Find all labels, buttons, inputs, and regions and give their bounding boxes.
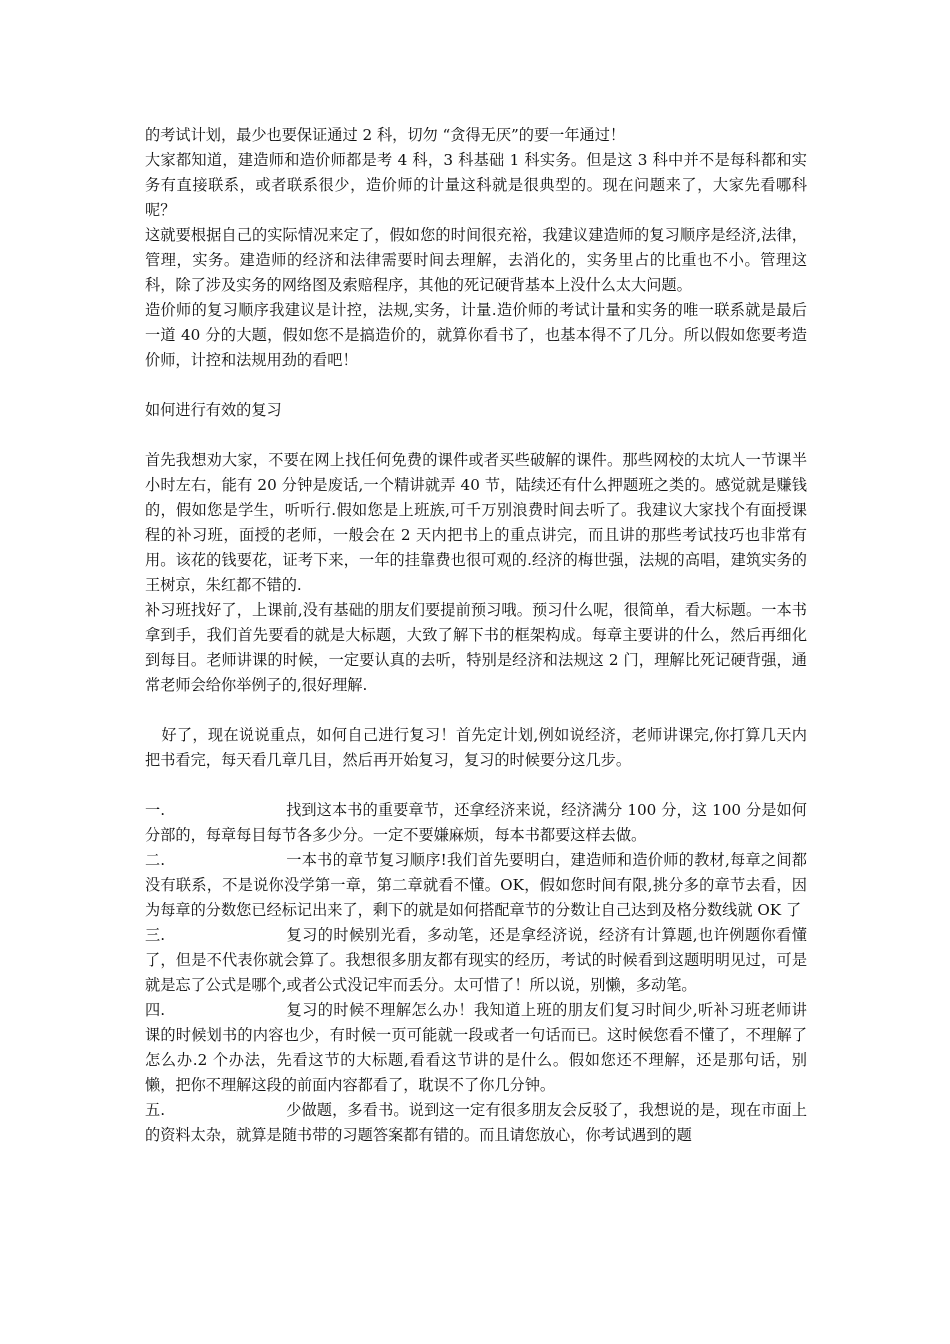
paragraph-subjects: 大家都知道，建造师和造价师都是考 4 科，3 科基础 1 科实务。但是这 3 科中并不是每科都和实务有直接联系，或者联系很少，造价师的计量这科就是很典型的。现在问题来了，大家先看哪科呢？ — [145, 151, 807, 219]
paragraph-courses: 首先我想劝大家，不要在网上找任何免费的课件或者买些破解的课件。那些网校的太坑人一节课半小时左右，能有 20 分钟是废话,一个精讲就弄 40 节，陆续还有什么押题班之类的。感觉就是赚钱的，假如您是学生，听听行.假如您是上班族,可千万别浪费时间去听了。我建议大家找个有面授课程的补习班，面授的老师，一般会在 2 天内把书上的重点讲完，而且讲的那些考试技巧也非常有用。该花的钱要花，证考下来，一年的挂靠费也很可观的.经济的梅世强，法规的高唱，建筑实务的王树京，朱红都不错的. — [145, 451, 807, 594]
paragraph-preview: 补习班找好了，上课前,没有基础的朋友们要提前预习哦。预习什么呢，很简单，看大标题。一本书拿到手，我们首先要看的就是大标题，大致了解下书的框架构成。每章主要讲的什么，然后再细化到每目。老师讲课的时候，一定要认真的去听，特别是经济和法规这 2 门，理解比死记硬背强，通常老师会给你举例子的,很好理解. — [145, 601, 807, 694]
paragraph-cost-order: 造价师的复习顺序我建议是计控，法规,实务，计量.造价师的考试计量和实务的唯一联系就是最后一道 40 分的大题，假如您不是搞造价的，就算你看书了，也基本得不了几分。所以假如您要考造价师，计控和法规用劲的看吧！ — [145, 301, 807, 369]
step-item — [145, 798, 807, 848]
paragraph-key-points-text: 好了，现在说说重点，如何自己进行复习！首先定计划,例如说经济，老师讲课完,你打算几天内把书看完，每天看几章几目，然后再开始复习，复习的时候要分这几步。 — [145, 726, 807, 769]
step-number: 一. — [145, 801, 166, 819]
step-text: 找到这本书的重要章节，还拿经济来说，经济满分 100 分，这 100 分是如何分部的，每章每目每节各多少分。一定不要嫌麻烦，每本书都要这样去做。 — [145, 801, 807, 844]
blank-line — [145, 423, 807, 448]
step-number: 二. — [145, 851, 166, 869]
step-number: 三. — [145, 926, 166, 944]
step-text: 复习的时候不理解怎么办！我知道上班的朋友们复习时间少,听补习班老师讲课的时候划书的内容也少，有时候一页可能就一段或者一句话而已。这时候您看不懂了，不理解了怎么办.2 个办法，先看这节的大标题,看看这节讲的是什么。假如您还不理解，还是那句话，别懒，把你不理解这段的前面内容都看了，耽误不了你几分钟。 — [145, 1001, 807, 1094]
step-text: 复习的时候别光看，多动笔，还是拿经济说，经济有计算题,也许例题你看懂了，但是不代表你就会算了。我想很多朋友都有现实的经历，考试的时候看到这题明明见过，可是就是忘了公式是哪个,或者公式没记牢而丢分。太可惜了！所以说，别懒，多动笔。 — [145, 926, 807, 994]
step-number: 四. — [145, 1001, 166, 1019]
blank-line — [145, 698, 807, 723]
blank-line — [145, 773, 807, 798]
step-item — [145, 1098, 807, 1148]
blank-line — [145, 373, 807, 398]
step-number: 五. — [145, 1101, 166, 1119]
step-text: 少做题，多看书。说到这一定有很多朋友会反驳了，我想说的是，现在市面上的资料太杂，就算是随书带的习题答案都有错的。而且请您放心，你考试遇到的题 — [145, 1101, 807, 1144]
paragraph-exam-plan: 的考试计划，最少也要保证通过 2 科，切勿 “贪得无厌”的要一年通过！ — [145, 126, 626, 144]
step-item — [145, 923, 807, 998]
step-text: 一本书的章节复习顺序!我们首先要明白，建造师和造价师的教材,每章之间都没有联系，不是说你没学第一章，第二章就看不懂。OK，假如您时间有限,挑分多的章节去看，因为每章的分数您已经标记出来了，剩下的就是如何搭配章节的分数让自己达到及格分数线就 OK 了 — [145, 851, 807, 919]
document-body — [145, 123, 807, 1148]
paragraph-builder-order: 这就要根据自己的实际情况来定了，假如您的时间很充裕，我建议建造师的复习顺序是经济,法律，管理，实务。建造师的经济和法律需要时间去理解，去消化的，实务里占的比重也不小。管理这科，除了涉及实务的网络图及索赔程序，其他的死记硬背基本上没什么太大问题。 — [145, 226, 807, 294]
step-item — [145, 998, 807, 1098]
paragraph-key-points — [145, 723, 807, 773]
step-item — [145, 848, 807, 923]
section-heading: 如何进行有效的复习 — [145, 401, 282, 419]
